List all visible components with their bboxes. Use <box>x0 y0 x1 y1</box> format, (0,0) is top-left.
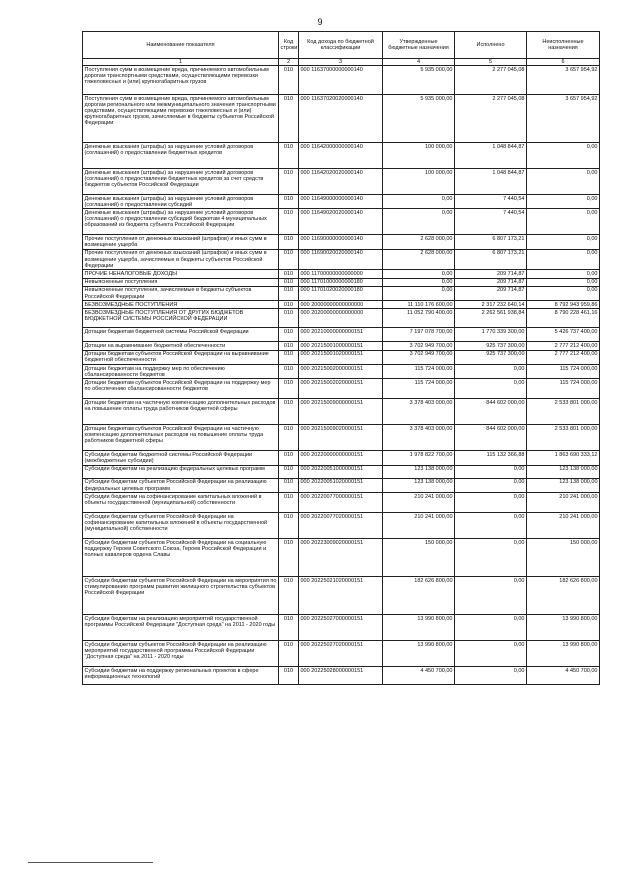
row-executed-cell: 925 737 300,00 <box>455 342 527 350</box>
row-income-code-cell: 000 11700000000000000 <box>299 270 383 278</box>
row-income-code-cell: 000 20223009020000151 <box>299 539 383 577</box>
row-approved-cell: 13 990 800,00 <box>383 615 455 641</box>
row-name-cell: Дотации бюджетам на частичную компенсацию дополнительных расходов на повышение оплаты труда работников бюджетной сферы <box>83 399 279 425</box>
row-income-code-cell: 000 11701000000000180 <box>299 278 383 286</box>
row-unexecuted-cell: 1 863 690 333,12 <box>527 451 600 465</box>
row-income-code-cell: 000 20220077020000151 <box>299 513 383 539</box>
row-approved-cell: 4 450 700,00 <box>383 667 455 685</box>
row-line-code-cell: 010 <box>279 667 299 685</box>
column-number: 2 <box>279 59 299 66</box>
row-executed-cell: 1 048 844,87 <box>455 169 527 195</box>
table-row <box>83 493 600 513</box>
row-unexecuted-cell: 115 724 000,00 <box>527 379 600 399</box>
row-approved-cell: 115 724 000,00 <box>383 379 455 399</box>
row-unexecuted-cell: 2 777 212 400,00 <box>527 342 600 350</box>
footer-rule <box>28 862 153 863</box>
row-line-code-cell: 010 <box>279 365 299 379</box>
row-executed-cell: 7 440,54 <box>455 195 527 209</box>
row-name-cell: Дотации бюджетам субъектов Российской Федерации на выравнивание бюджетной обеспеченности <box>83 350 279 364</box>
row-name-cell: Субсидии бюджетам на реализацию федеральных целевых программ <box>83 465 279 478</box>
row-approved-cell: 5 935 000,00 <box>383 66 455 95</box>
table-body <box>83 66 600 685</box>
row-executed-cell: 0,00 <box>455 539 527 577</box>
row-unexecuted-cell: 13 990 800,00 <box>527 615 600 641</box>
table-row <box>83 342 600 350</box>
column-number: 4 <box>383 59 455 66</box>
row-line-code-cell: 010 <box>279 249 299 270</box>
row-name-cell: Дотации бюджетам на поддержку мер по обеспечению сбалансированности бюджетов <box>83 365 279 379</box>
row-approved-cell: 0,00 <box>383 278 455 286</box>
table-row <box>83 249 600 270</box>
row-income-code-cell: 000 20225028000000151 <box>299 667 383 685</box>
row-approved-cell: 0,00 <box>383 209 455 235</box>
row-approved-cell: 3 702 949 700,00 <box>383 350 455 364</box>
row-executed-cell: 0,00 <box>455 513 527 539</box>
table-row <box>83 209 600 235</box>
column-number: 3 <box>299 59 383 66</box>
row-executed-cell: 209 714,87 <box>455 270 527 278</box>
row-line-code-cell: 010 <box>279 478 299 492</box>
row-income-code-cell: 000 20000000000000000 <box>299 301 383 309</box>
row-line-code-cell: 010 <box>279 342 299 350</box>
row-unexecuted-cell: 0,00 <box>527 209 600 235</box>
budget-report-table <box>82 31 600 685</box>
table-row <box>83 478 600 492</box>
row-executed-cell: 6 807 173,21 <box>455 235 527 249</box>
row-income-code-cell: 000 20225027000000151 <box>299 615 383 641</box>
row-unexecuted-cell: 150 000,00 <box>527 539 600 577</box>
row-unexecuted-cell: 123 138 000,00 <box>527 478 600 492</box>
column-header-executed: Исполнено <box>455 32 527 59</box>
column-number: 1 <box>83 59 279 66</box>
table-row <box>83 451 600 465</box>
row-income-code-cell: 000 20225021020000151 <box>299 577 383 615</box>
row-line-code-cell: 010 <box>279 328 299 342</box>
row-unexecuted-cell: 2 533 801 000,00 <box>527 399 600 425</box>
row-line-code-cell: 010 <box>279 286 299 300</box>
row-executed-cell: 209 714,87 <box>455 278 527 286</box>
row-executed-cell: 844 602 000,00 <box>455 399 527 425</box>
table-row <box>83 309 600 328</box>
row-income-code-cell: 000 11649000000000140 <box>299 195 383 209</box>
row-line-code-cell: 010 <box>279 169 299 195</box>
row-line-code-cell: 010 <box>279 350 299 364</box>
row-unexecuted-cell: 13 990 800,00 <box>527 641 600 667</box>
table-row <box>83 379 600 399</box>
row-executed-cell: 0,00 <box>455 365 527 379</box>
row-line-code-cell: 010 <box>279 270 299 278</box>
row-executed-cell: 115 132 366,88 <box>455 451 527 465</box>
row-income-code-cell: 000 20215009000000151 <box>299 399 383 425</box>
column-header-name: Наименование показателя <box>83 32 279 59</box>
row-approved-cell: 123 138 000,00 <box>383 478 455 492</box>
row-approved-cell: 123 138 000,00 <box>383 465 455 478</box>
row-income-code-cell: 000 11690020020000140 <box>299 249 383 270</box>
row-executed-cell: 0,00 <box>455 641 527 667</box>
row-name-cell: Дотации бюджетам бюджетной системы Российской Федерации <box>83 328 279 342</box>
row-line-code-cell: 010 <box>279 195 299 209</box>
row-executed-cell: 0,00 <box>455 667 527 685</box>
row-unexecuted-cell: 182 626 800,00 <box>527 577 600 615</box>
table-row <box>83 350 600 364</box>
table-row <box>83 169 600 195</box>
row-unexecuted-cell: 8 790 228 461,16 <box>527 309 600 328</box>
row-unexecuted-cell: 0,00 <box>527 235 600 249</box>
row-income-code-cell: 000 11637020020000140 <box>299 95 383 143</box>
row-unexecuted-cell: 3 657 954,92 <box>527 66 600 95</box>
row-line-code-cell: 010 <box>279 209 299 235</box>
row-income-code-cell: 000 11637000000000140 <box>299 66 383 95</box>
table-row <box>83 539 600 577</box>
row-line-code-cell: 010 <box>279 615 299 641</box>
row-executed-cell: 1 048 844,87 <box>455 143 527 169</box>
column-header-unexecuted: Неисполненные назначения <box>527 32 600 59</box>
row-line-code-cell: 010 <box>279 465 299 478</box>
row-name-cell: Субсидии бюджетам субъектов Российской Федерации на реализацию мероприятий государственной программы Российской Федерации "Доступная среда" на 2011 - 2020 годы <box>83 641 279 667</box>
row-income-code-cell: 000 20220000000000151 <box>299 451 383 465</box>
row-unexecuted-cell: 0,00 <box>527 169 600 195</box>
row-name-cell: Денежные взыскания (штрафы) за нарушение условий договоров (соглашений) о предоставлении бюджетных кредитов за счет средств бюджетов субъектов Российской Федерации <box>83 169 279 195</box>
row-executed-cell: 7 440,54 <box>455 209 527 235</box>
row-executed-cell: 2 277 045,08 <box>455 66 527 95</box>
row-line-code-cell: 010 <box>279 513 299 539</box>
row-line-code-cell: 010 <box>279 399 299 425</box>
row-name-cell: Прочие поступления от денежных взысканий (штрафов) и иных сумм в возмещение ущерба, зачисляемые в бюджеты субъектов Российской Федерации <box>83 249 279 270</box>
row-approved-cell: 1 978 822 700,00 <box>383 451 455 465</box>
row-line-code-cell: 010 <box>279 539 299 577</box>
row-line-code-cell: 010 <box>279 379 299 399</box>
row-executed-cell: 2 317 232 640,14 <box>455 301 527 309</box>
row-approved-cell: 11 052 790 400,00 <box>383 309 455 328</box>
row-name-cell: Субсидии бюджетам субъектов Российской Федерации на реализацию федеральных целевых программ <box>83 478 279 492</box>
row-approved-cell: 100 000,00 <box>383 143 455 169</box>
row-income-code-cell: 000 11701020020000180 <box>299 286 383 300</box>
table-row <box>83 143 600 169</box>
row-line-code-cell: 010 <box>279 451 299 465</box>
row-line-code-cell: 010 <box>279 425 299 451</box>
row-approved-cell: 0,00 <box>383 195 455 209</box>
row-unexecuted-cell: 2 777 212 400,00 <box>527 350 600 364</box>
row-approved-cell: 13 990 800,00 <box>383 641 455 667</box>
row-unexecuted-cell: 0,00 <box>527 249 600 270</box>
row-name-cell: Денежные взыскания (штрафы) за нарушение условий договоров (соглашений) о предоставлении бюджетных кредитов <box>83 143 279 169</box>
table-row <box>83 425 600 451</box>
row-approved-cell: 150 000,00 <box>383 539 455 577</box>
row-executed-cell: 0,00 <box>455 615 527 641</box>
table-row <box>83 641 600 667</box>
row-name-cell: Субсидии бюджетам на поддержку региональных проектов в сфере информационных технологий <box>83 667 279 685</box>
row-name-cell: Субсидии бюджетам на софинансирование капитальных вложений в объекты государственной (муниципальной) собственности <box>83 493 279 513</box>
row-executed-cell: 2 262 561 938,84 <box>455 309 527 328</box>
row-income-code-cell: 000 20220051000000151 <box>299 465 383 478</box>
row-line-code-cell: 010 <box>279 641 299 667</box>
table-row <box>83 365 600 379</box>
column-header-approved: Утвержденные бюджетные назначения <box>383 32 455 59</box>
row-name-cell: Невыясненные поступления <box>83 278 279 286</box>
table-row <box>83 301 600 309</box>
row-unexecuted-cell: 0,00 <box>527 195 600 209</box>
row-approved-cell: 2 628 000,00 <box>383 249 455 270</box>
table-row <box>83 577 600 615</box>
row-approved-cell: 115 724 000,00 <box>383 365 455 379</box>
row-executed-cell: 0,00 <box>455 493 527 513</box>
column-number: 6 <box>527 59 600 66</box>
row-unexecuted-cell: 0,00 <box>527 278 600 286</box>
row-income-code-cell: 000 20215002020000151 <box>299 379 383 399</box>
row-line-code-cell: 010 <box>279 235 299 249</box>
row-unexecuted-cell: 0,00 <box>527 270 600 278</box>
row-approved-cell: 11 110 176 600,00 <box>383 301 455 309</box>
row-name-cell: Невыясненные поступления, зачисляемые в бюджеты субъектов Российской Федерации <box>83 286 279 300</box>
row-income-code-cell: 000 20215001000000151 <box>299 342 383 350</box>
row-name-cell: Дотации бюджетам субъектов Российской Федерации на поддержку мер по обеспечению сбалансированности бюджетов <box>83 379 279 399</box>
row-income-code-cell: 000 20215009020000151 <box>299 425 383 451</box>
row-unexecuted-cell: 2 533 801 000,00 <box>527 425 600 451</box>
table-row <box>83 328 600 342</box>
row-executed-cell: 0,00 <box>455 379 527 399</box>
row-name-cell: Субсидии бюджетам субъектов Российской Федерации на мероприятия по стимулированию программ развития жилищного строительства субъектов Российской Федерации <box>83 577 279 615</box>
row-name-cell: Субсидии бюджетам бюджетной системы Российской Федерации (межбюджетные субсидии) <box>83 451 279 465</box>
table-row <box>83 95 600 143</box>
row-income-code-cell: 000 11690000000000140 <box>299 235 383 249</box>
table-row <box>83 278 600 286</box>
row-approved-cell: 7 197 078 700,00 <box>383 328 455 342</box>
table-row <box>83 235 600 249</box>
table-row <box>83 270 600 278</box>
row-executed-cell: 844 602 000,00 <box>455 425 527 451</box>
row-unexecuted-cell: 115 724 000,00 <box>527 365 600 379</box>
column-header-line-code: Код строки <box>279 32 299 59</box>
row-income-code-cell: 000 20225027020000151 <box>299 641 383 667</box>
row-line-code-cell: 010 <box>279 493 299 513</box>
row-line-code-cell: 010 <box>279 95 299 143</box>
row-executed-cell: 1 770 339 300,00 <box>455 328 527 342</box>
table-row <box>83 513 600 539</box>
row-unexecuted-cell: 0,00 <box>527 286 600 300</box>
row-approved-cell: 3 702 949 700,00 <box>383 342 455 350</box>
row-name-cell: Поступления сумм в возмещение вреда, причиняемого автомобильным дорогам регионального или межмуниципального значения транспортными средствами, осуществляющими перевозки тяжеловесных и (или) крупногабаритных грузов, зачисляемые в бюджеты субъектов Российской Федерации <box>83 95 279 143</box>
row-unexecuted-cell: 5 426 737 400,00 <box>527 328 600 342</box>
row-line-code-cell: 010 <box>279 301 299 309</box>
row-name-cell: Субсидии бюджетам субъектов Российской Федерации на софинансирование капитальных вложений в объекты государственной (муниципальной) собственности <box>83 513 279 539</box>
row-income-code-cell: 000 11649020020000140 <box>299 209 383 235</box>
row-executed-cell: 0,00 <box>455 465 527 478</box>
row-approved-cell: 2 628 000,00 <box>383 235 455 249</box>
row-name-cell: БЕЗВОЗМЕЗДНЫЕ ПОСТУПЛЕНИЯ <box>83 301 279 309</box>
row-income-code-cell: 000 20220051020000151 <box>299 478 383 492</box>
row-income-code-cell: 000 20200000000000000 <box>299 309 383 328</box>
row-unexecuted-cell: 123 138 000,00 <box>527 465 600 478</box>
row-unexecuted-cell: 210 241 000,00 <box>527 513 600 539</box>
row-income-code-cell: 000 20215002000000151 <box>299 365 383 379</box>
row-name-cell: Дотации на выравнивание бюджетной обеспеченности <box>83 342 279 350</box>
row-approved-cell: 0,00 <box>383 286 455 300</box>
row-line-code-cell: 010 <box>279 66 299 95</box>
row-approved-cell: 182 626 800,00 <box>383 577 455 615</box>
row-name-cell: БЕЗВОЗМЕЗДНЫЕ ПОСТУПЛЕНИЯ ОТ ДРУГИХ БЮДЖЕТОВ БЮДЖЕТНОЙ СИСТЕМЫ РОССИЙСКОЙ ФЕДЕРАЦИИ <box>83 309 279 328</box>
row-unexecuted-cell: 0,00 <box>527 143 600 169</box>
row-income-code-cell: 000 20210000000000151 <box>299 328 383 342</box>
row-approved-cell: 5 935 000,00 <box>383 95 455 143</box>
row-approved-cell: 3 378 403 000,00 <box>383 399 455 425</box>
row-name-cell: Денежные взыскания (штрафы) за нарушение условий договоров (соглашений) о предоставлении субсидий <box>83 195 279 209</box>
table-row <box>83 286 600 300</box>
row-unexecuted-cell: 8 792 943 959,86 <box>527 301 600 309</box>
row-executed-cell: 6 807 173,21 <box>455 249 527 270</box>
row-unexecuted-cell: 4 450 700,00 <box>527 667 600 685</box>
row-name-cell: Прочие поступления от денежных взысканий (штрафов) и иных сумм в возмещение ущерба <box>83 235 279 249</box>
row-approved-cell: 210 241 000,00 <box>383 513 455 539</box>
table-row <box>83 465 600 478</box>
row-name-cell: Субсидии бюджетам на реализацию мероприятий государственной программы Российской Федерации "Доступная среда" на 2011 - 2020 годы <box>83 615 279 641</box>
row-approved-cell: 0,00 <box>383 270 455 278</box>
table-header <box>83 32 600 66</box>
table-row <box>83 195 600 209</box>
row-line-code-cell: 010 <box>279 278 299 286</box>
page-number: 9 <box>317 17 323 27</box>
row-name-cell: Поступления сумм в возмещение вреда, причиняемого автомобильным дорогам транспортными средствами, осуществляющими перевозки тяжеловесных и (или) крупногабаритных грузов <box>83 66 279 95</box>
column-number: 5 <box>455 59 527 66</box>
row-approved-cell: 100 000,00 <box>383 169 455 195</box>
row-name-cell: Субсидии бюджетам субъектов Российской Федерации на социальную поддержку Героев Советского Союза, Героев Российской Федерации и полных кавалеров ордена Славы <box>83 539 279 577</box>
row-income-code-cell: 000 11642000000000140 <box>299 143 383 169</box>
table-row <box>83 66 600 95</box>
row-executed-cell: 209 714,87 <box>455 286 527 300</box>
row-name-cell: Дотации бюджетам субъектов Российской Федерации на частичную компенсацию дополнительных расходов на повышение оплаты труда работников бюджетной сферы <box>83 425 279 451</box>
row-approved-cell: 210 241 000,00 <box>383 493 455 513</box>
row-executed-cell: 0,00 <box>455 577 527 615</box>
row-name-cell: ПРОЧИЕ НЕНАЛОГОВЫЕ ДОХОДЫ <box>83 270 279 278</box>
table-row <box>83 615 600 641</box>
row-unexecuted-cell: 3 657 954,92 <box>527 95 600 143</box>
row-name-cell: Денежные взыскания (штрафы) за нарушение условий договоров (соглашений) о предоставлении субсидий бюджетам 4 муниципальных образований из бюджета субъекта Российской Федерации <box>83 209 279 235</box>
row-executed-cell: 2 277 045,08 <box>455 95 527 143</box>
table-row <box>83 399 600 425</box>
row-line-code-cell: 010 <box>279 309 299 328</box>
table-row <box>83 667 600 685</box>
row-executed-cell: 925 737 300,00 <box>455 350 527 364</box>
row-approved-cell: 3 378 403 000,00 <box>383 425 455 451</box>
row-unexecuted-cell: 210 241 000,00 <box>527 493 600 513</box>
row-executed-cell: 0,00 <box>455 478 527 492</box>
row-income-code-cell: 000 20215001020000151 <box>299 350 383 364</box>
column-header-income-code: Код дохода по бюджетной классификации <box>299 32 383 59</box>
row-line-code-cell: 010 <box>279 577 299 615</box>
row-income-code-cell: 000 20220077000000151 <box>299 493 383 513</box>
row-income-code-cell: 000 11642020020000140 <box>299 169 383 195</box>
row-line-code-cell: 010 <box>279 143 299 169</box>
